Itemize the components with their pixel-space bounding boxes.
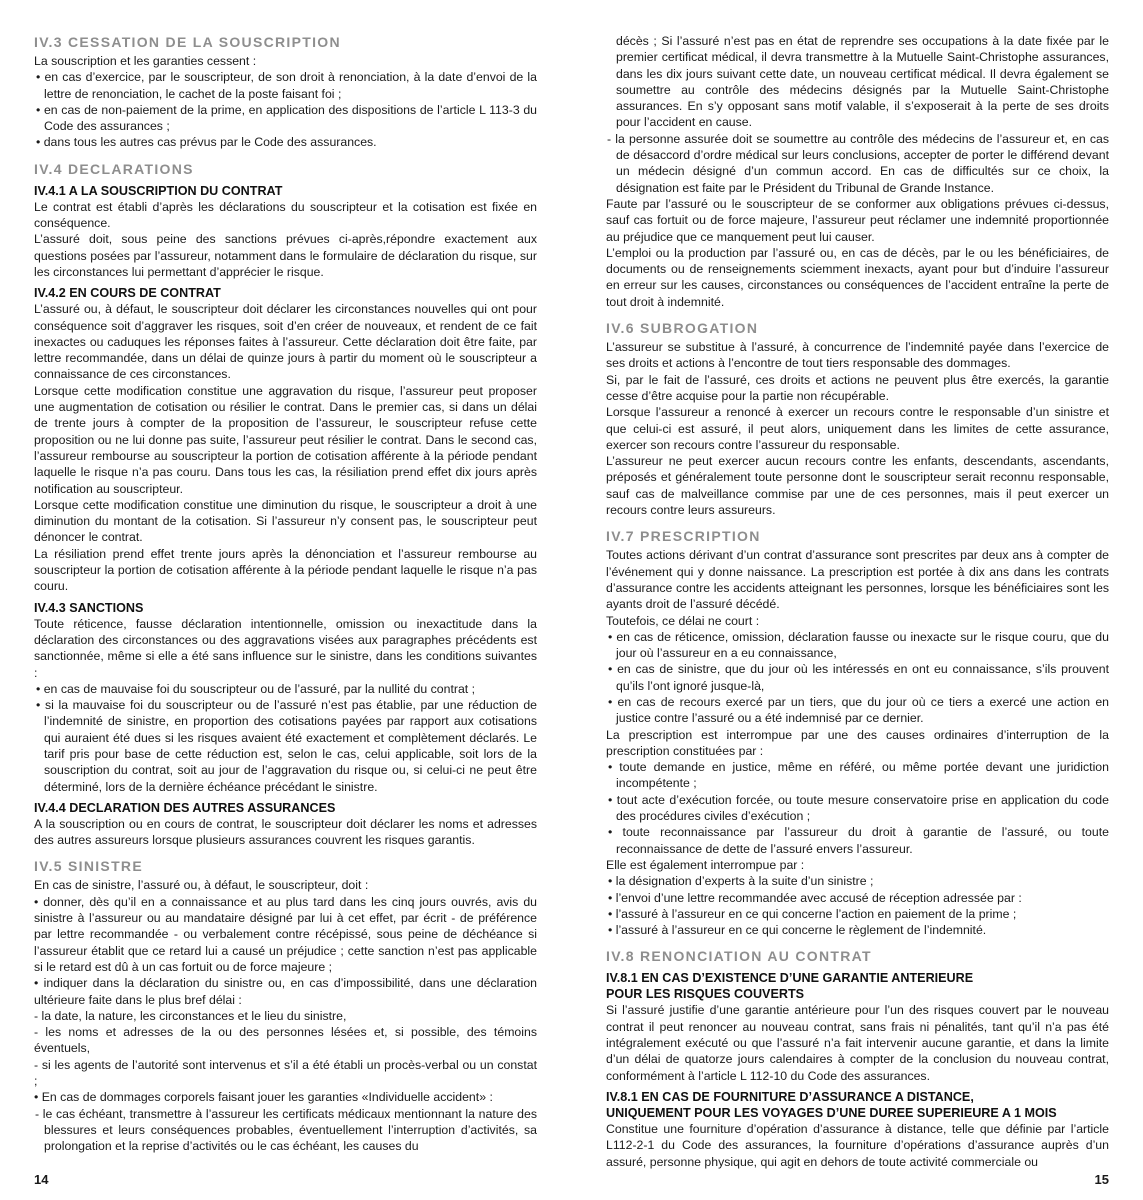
bullet-item: • en cas d’exercice, par le souscripteur, de son droit à renonciation, à la date d’envoi de la lettre de renonciation, le cachet de la poste faisant foi ; xyxy=(36,70,537,101)
paragraph: La résiliation prend effet trente jours après la dénonciation et l’assureur rembourse au souscripteur la portion de cotisation afférente à la période pendant laquelle le risque n’a pas couru. xyxy=(34,546,537,594)
subsection-title: IV.4.3 SANCTIONS xyxy=(34,600,144,615)
section-title-cessation: IV.3 CESSATION DE LA SOUSCRIPTION xyxy=(34,34,341,50)
paragraph: Si, par le fait de l’assuré, ces droits et actions ne peuvent plus être exercés, la garantie cesse d’être acquise pour la partie non récupérable. xyxy=(606,372,1109,403)
subsection-title-line: UNIQUEMENT POUR LES VOYAGES D’UNE DUREE SUPERIEURE A 1 MOIS xyxy=(606,1105,1057,1120)
subsection-title-line: IV.8.1 EN CAS DE FOURNITURE D’ASSURANCE A DISTANCE, xyxy=(606,1089,974,1104)
page-number-right: 15 xyxy=(1094,1172,1109,1187)
bullet-item: • en cas de réticence, omission, déclaration fausse ou inexacte sur le risque couru, que du jour où l’assureur en a eu connaissance, xyxy=(608,629,1109,661)
paragraph: A la souscription ou en cours de contrat, le souscripteur doit déclarer les noms et adresses des autres assureurs lorsque plusieurs assurances couvrent les risques garantis. xyxy=(34,816,537,848)
bullet-item: • l’envoi d’une lettre recommandée avec accusé de réception adressée par : xyxy=(608,890,1022,905)
bullet-item: • dans tous les autres cas prévus par le Code des assurances. xyxy=(36,135,377,150)
section-title-renonciation: IV.8 RENONCIATION AU CONTRAT xyxy=(606,948,872,965)
bullet-item: • indiquer dans la déclaration du sinistre ou, en cas d’impossibilité, dans une déclaration ultérieure faite dans le plus bref délai : xyxy=(34,976,537,1007)
bullet-item: • donner, dès qu’il en a connaissance et au plus tard dans les cinq jours ouvrés, avis du sinistre à l’assureur ou au mandataire désigné par lui à cet effet, par écrit - de préférence par lettre recommandée - ou verbalement contre récépissé, sous peine de déchéance si l’assureur établit que ce retard lui a causé un préjudice ; cette sanction n’est pas applicable si le retard est dû à un cas fortuit ou de force majeure ; xyxy=(34,894,537,974)
bullet-item: • en cas de sinistre, que du jour où les intéressés en ont eu connaissance, s’ils prouvent qu’ils l’ont ignoré jusque-là, xyxy=(608,662,1109,693)
paragraph: L’assuré doit, sous peine des sanctions prévues ci-après,répondre exactement aux questions posées par l’assureur, notamment dans le formulaire de déclaration du risque, sur les circonstances lui permettant d’apprécier le risque. xyxy=(34,232,537,279)
paragraph: Elle est également interrompue par : xyxy=(606,857,805,872)
section-title-sinistre: IV.5 SINISTRE xyxy=(34,858,143,875)
dash-item: - la date, la nature, les circonstances et le lieu du sinistre, xyxy=(34,1008,347,1023)
dash-item: - les noms et adresses de la ou des personnes lésées et, si possible, des témoins éventuels, xyxy=(34,1025,537,1056)
subsection-title-line: POUR LES RISQUES COUVERTS xyxy=(606,987,805,1002)
bullet-item: • l’assuré à l’assureur en ce qui concerne l’action en paiement de la prime ; xyxy=(608,906,1017,921)
dash-item-continued: décès ; Si l’assuré n’est pas en état de reprendre ses occupations à la date fixée par le premier certificat médical, il devra transmettre à la Mutuelle Saint-Christophe assurances, dans les dix jours suivant cette date, un nouveau certificat médical. Il devra également se soumettre au contrôle des médecins désignés par la Mutuelle Saint-Christophe assurances. En s’y opposant sans motif valable, il s’exposerait à la perte de ses droits pour l’accident en cause. xyxy=(616,34,1109,130)
section-title-declarations: IV.4 DECLARATIONS xyxy=(34,160,194,177)
bullet-item: • toute reconnaissance par l’assureur du droit à garantie de l’assuré, ou toute reconnaissance de dette de l’assuré envers l’assureur. xyxy=(608,825,1109,856)
paragraph: Si l’assuré justifie d’une garantie antérieure pour l’un des risques couvert par le nouveau contrat il peut renoncer au nouveau contrat, sans frais ni pénalités, tant qu’il n’a pas été intégralement exécuté ou que l’assuré n’a fait intervenir aucune garantie, et dans la limite d’un délai de quatorze jours calendaires à compter de la conclusion du nouveau contrat, conformément à l’article L 112-10 du Code des assurances. xyxy=(606,1003,1109,1083)
subsection-title xyxy=(606,970,1109,1002)
paragraph: Toutefois, ce délai ne court : xyxy=(606,613,760,628)
bullet-item: • toute demande en justice, même en référé, ou même portée devant une juridiction incompétente ; xyxy=(608,760,1109,791)
subsection-title-line: IV.8.1 EN CAS D’EXISTENCE D’UNE GARANTIE ANTERIEURE xyxy=(606,971,974,986)
dash-item: - le cas échéant, transmettre à l’assureur les certificats médicaux mentionnant la nature des blessures et leurs conséquences probables, éventuellement l’interruption d’activités, sa prolongation et la reprise d’activités ou le cas échéant, les causes du xyxy=(35,1106,537,1154)
paragraph: La prescription est interrompue par une des causes ordinaires d’interruption de la prescription constituées par : xyxy=(606,727,1109,758)
bullet-item: • l’assuré à l’assureur en ce qui concerne le règlement de l’indemnité. xyxy=(608,923,987,938)
subsection-title: IV.4.4 DECLARATION DES AUTRES ASSURANCES xyxy=(34,800,336,815)
paragraph: L’assureur se substitue à l’assuré, à concurrence de l’indemnité payée dans l’exercice de ses droits et actions à l’encontre de tout tiers responsable des dommages. xyxy=(606,340,1109,371)
section-title-subrogation: IV.6 SUBROGATION xyxy=(606,320,759,337)
paragraph: Le contrat est établi d’après les déclarations du souscripteur et la cotisation est fixée en conséquence. xyxy=(34,199,537,231)
bullet-item: • la désignation d’experts à la suite d’un sinistre ; xyxy=(608,874,874,889)
paragraph: L’assureur ne peut exercer aucun recours contre les enfants, descendants, ascendants, préposés et généralement toute personne dont le souscripteur serait reconnu responsable, sauf cas de malveillance commise par une de ces personnes, mais il peut exercer un recours contre leurs assureurs. xyxy=(606,454,1109,518)
paragraph: Constitue une fourniture d’opération d’assurance à distance, telle que définie par l’article L112-2-1 du Code des assurances, la fourniture d’opérations d’assurance auprès d’un assuré, personne physique, qui agit en dehors de toute activité commerciale ou xyxy=(606,1121,1109,1169)
paragraph: Toute réticence, fausse déclaration intentionnelle, omission ou inexactitude dans la déclaration des circonstances ou des aggravations visées aux paragraphes précédents est sanctionnée, même si elle a été sans influence sur le sinistre, dans les conditions suivantes : xyxy=(34,616,537,680)
subsection-title: IV.4.1 A LA SOUSCRIPTION DU CONTRAT xyxy=(34,183,283,198)
paragraph: En cas de sinistre, l’assuré ou, à défaut, le souscripteur, doit : xyxy=(34,878,369,893)
bullet-item: • en cas de recours exercé par un tiers, que du jour où ce tiers a exercé une action en justice contre l’assuré ou a été indemnisé par ce dernier. xyxy=(608,694,1109,726)
right-column xyxy=(606,33,1109,1170)
dash-item: - si les agents de l’autorité sont intervenus et s’il a été établi un procès-verbal ou un constat ; xyxy=(34,1057,537,1089)
paragraph: Faute par l’assuré ou le souscripteur de se conformer aux obligations prévues ci-dessus, sauf cas fortuit ou de force majeure, l’assureur peut réclamer une indemnité proportionnée au préjudice que ce manquement peut lui causer. xyxy=(606,196,1109,244)
paragraph: Lorsque cette modification constitue une aggravation du risque, l’assureur peut proposer une augmentation de cotisation ou résilier le contrat. Dans le premier cas, si dans un délai de trente jours à compter de la proposition de l’assureur, le souscripteur refuse cette proposition ou ne lui donne pas suite, l’assureur peut résilier le contrat. Dans le second cas, l’assureur rembourse au souscripteur la portion de cotisation afférente à la période pendant laquelle le risque n’a pas couru. Dans tous les cas, la résiliation prend effet dix jours après notification au souscripteur. xyxy=(34,383,537,496)
bullet-item: • si la mauvaise foi du souscripteur ou de l’assuré n’est pas établie, par une réduction de l’indemnité de sinistre, en proportion des cotisations payées par rapport aux cotisations qui auraient été dues si les risques avaient été exactement et complètement déclarés. Le tarif pris pour base de cette réduction est, selon le cas, celui applicable, soit lors de la souscription du contrat, soit au jour de l’aggravation du risque ou, si celui-ci ne peut être déterminé, lors de la dernière échéance précédant le sinistre. xyxy=(36,698,537,794)
paragraph: L’assuré ou, à défaut, le souscripteur doit déclarer les circonstances nouvelles qui ont pour conséquence soit d’aggraver les risques, soit d’en créer de nouveaux, et rendent de ce fait inexactes ou caduques les réponses faites à l’assureur. Cette déclaration doit être faite, par lettre recommandée, dans un délai de quinze jours à partir du moment où le souscripteur a connaissance de ces circonstances. xyxy=(34,302,537,382)
bullet-item: • tout acte d’exécution forcée, ou toute mesure conservatoire prise en application du code des procédures civiles d’exécution ; xyxy=(608,792,1109,824)
bullet-item: • En cas de dommages corporels faisant jouer les garanties «Individuelle accident» : xyxy=(34,1090,493,1105)
page-number-left: 14 xyxy=(34,1172,49,1187)
paragraph: Lorsque cette modification constitue une diminution du risque, le souscripteur a droit à une diminution du montant de la cotisation. Si l’assureur n’y consent pas, le souscripteur peut dénoncer le contrat. xyxy=(34,497,537,545)
left-column xyxy=(34,33,537,1155)
paragraph: Toutes actions dérivant d’un contrat d’assurance sont prescrites par deux ans à compter de l’événement qui y donne naissance. La prescription est portée à dix ans dans les contrats d’assurance contre les accidents atteignant les personnes, lorsque les bénéficiaires sont les ayants droit de l’assuré décédé. xyxy=(606,548,1109,612)
paragraph: L’emploi ou la production par l’assuré ou, en cas de décès, par le ou les bénéficiaires, de documents ou de renseignements sciemment inexacts, ayant pour but d’induire l’assureur en erreur sur les causes, circonstances ou conséquences de l’accident entraîne la perte de tout droit à indemnité. xyxy=(606,245,1109,309)
bullet-item: • en cas de mauvaise foi du souscripteur ou de l’assuré, par la nullité du contrat ; xyxy=(36,681,476,696)
bullet-item: • en cas de non-paiement de la prime, en application des dispositions de l’article L 113-3 du Code des assurances ; xyxy=(36,102,537,134)
dash-item: - la personne assurée doit se soumettre au contrôle des médecins de l’assureur et, en cas de désaccord d’ordre médical sur leurs conclusions, accepter de porter le différend devant un médecin désigné d’un commun accord. En cas de difficultés sur ce choix, la désignation est faite par le Président du Tribunal de Grande Instance. xyxy=(607,131,1109,195)
subsection-title xyxy=(606,1089,1109,1121)
subsection-title: IV.4.2 EN COURS DE CONTRAT xyxy=(34,286,221,301)
paragraph: La souscription et les garanties cessent : xyxy=(34,54,257,68)
paragraph: Lorsque l’assureur a renoncé à exercer un recours contre le responsable d’un sinistre et que celui-ci est assuré, il peut alors, uniquement dans les limites de cette assurance, exercer son recours contre l’assureur du responsable. xyxy=(606,405,1109,452)
section-title-prescription: IV.7 PRESCRIPTION xyxy=(606,528,761,545)
